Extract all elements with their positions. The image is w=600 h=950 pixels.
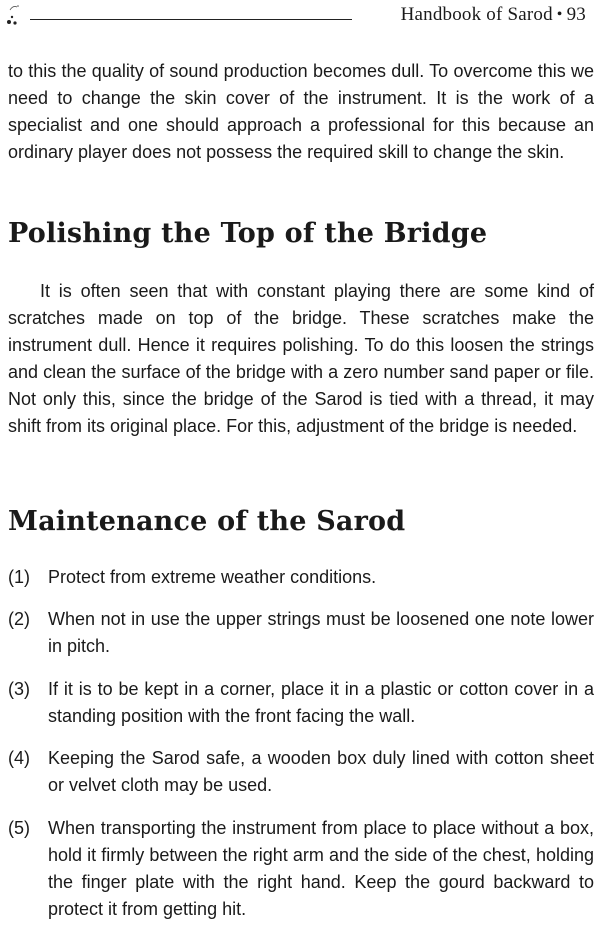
section-heading-bridge: Polishing the Top of the Bridge [8,218,488,249]
item-number: (4) [8,748,30,768]
item-number: (3) [8,679,30,699]
section-heading-maintenance: Maintenance of the Sarod [8,506,406,537]
header-bullet: • [556,6,563,23]
item-text: When not in use the upper strings must be loosened one note lower in pitch. [48,609,594,656]
running-header [0,0,600,40]
item-text: Protect from extreme weather conditions. [48,567,377,587]
intro-paragraph: to this the quality of sound production becomes dull. To overcome this we need to change the skin cover of the instrument. It is the work of a specialist and one should approach a professional for this because an ordinary player does not possess the required skill to change the skin. [8,61,594,162]
item-number: (1) [8,567,30,587]
item-text: If it is to be kept in a corner, place it in a plastic or cotton cover in a standing position with the front facing the wall. [48,679,594,726]
page-number: 93 [566,4,586,25]
item-text: When transporting the instrument from place to place without a box, hold it firmly between the right arm and the side of the chest, holding the finger plate with the right hand. Keep the gourd backward to protect it from getting hit. [48,818,594,919]
item-text: Keeping the Sarod safe, a wooden box duly lined with cotton sheet or velvet cloth may be used. [48,748,594,795]
bridge-paragraph: It is often seen that with constant playing there are some kind of scratches made on top of the bridge. These scratches make the instrument dull. Hence it requires polishing. To do this loosen the strings and clean the surface of the bridge with a zero number sand paper or file. Not only this, since the bridge of the Sarod is tied with a thread, it may shift from its original place. For this, adjustment of the bridge is needed. [8,281,594,436]
item-number: (2) [8,609,30,629]
running-title [401,4,586,26]
item-number: (5) [8,818,30,838]
header-rule [30,19,352,20]
corner-ornament-icon [4,2,26,28]
book-title: Handbook of Sarod [400,4,553,25]
